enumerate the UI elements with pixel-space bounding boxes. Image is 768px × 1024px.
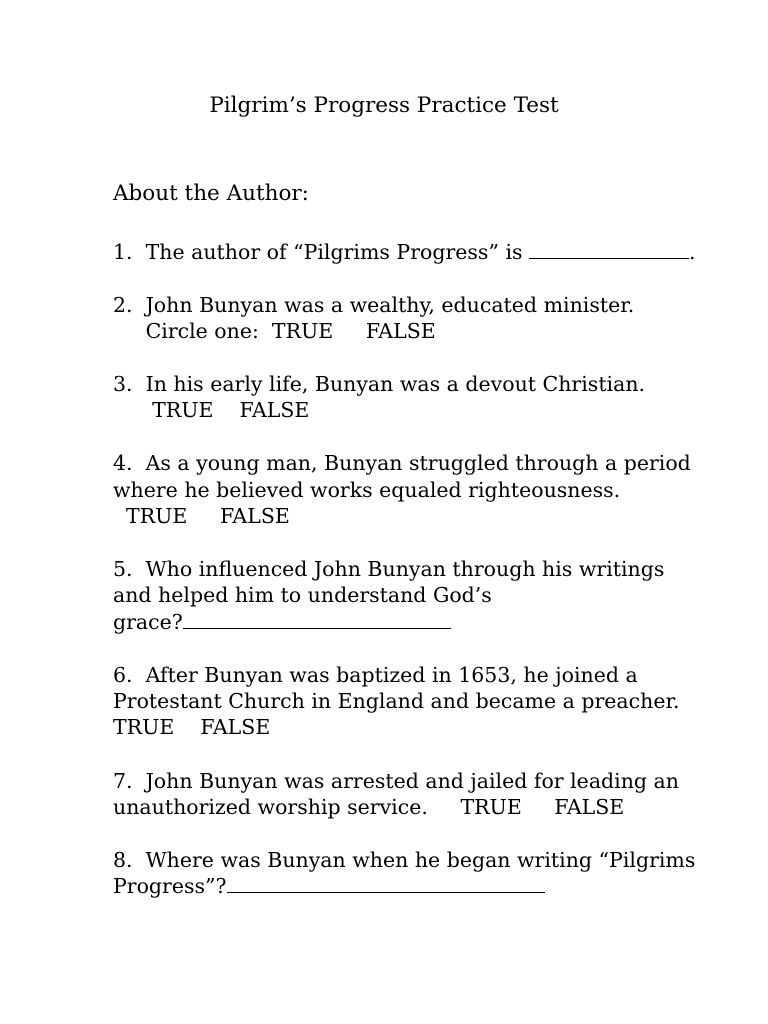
question-5-prompt: grace?	[113, 610, 183, 634]
question-2-line-1: 2. John Bunyan was a wealthy, educated minister.	[113, 293, 635, 317]
question-4-choices: TRUE FALSE	[113, 504, 290, 528]
answer-blank-1[interactable]	[529, 240, 689, 259]
question-2-choices: Circle one: TRUE FALSE	[113, 319, 436, 343]
question-6-line-1: 6. After Bunyan was baptized in 1653, he joined a	[113, 663, 638, 687]
question-5-line-3	[113, 609, 451, 635]
question-4-line-2: where he believed works equaled righteousness.	[113, 478, 621, 502]
question-5-line-2: and helped him to understand God’s	[113, 583, 492, 607]
question-6-line-2: Protestant Church in England and became a preacher.	[113, 689, 680, 713]
answer-blank-5[interactable]	[183, 610, 451, 629]
question-4-line-1: 4. As a young man, Bunyan struggled through a period	[113, 451, 691, 475]
question-3-choices: TRUE FALSE	[113, 398, 310, 422]
question-1	[113, 239, 696, 265]
section-heading: About the Author:	[113, 181, 309, 206]
question-8-prompt: Progress”?	[113, 874, 227, 898]
question-6-choices: TRUE FALSE	[113, 715, 271, 739]
question-1-end: .	[689, 240, 696, 264]
question-7-line-2: unauthorized worship service. TRUE FALSE	[113, 795, 625, 819]
question-7-line-1: 7. John Bunyan was arrested and jailed for leading an	[113, 769, 679, 793]
question-1-text: 1. The author of “Pilgrims Progress” is	[113, 240, 530, 264]
question-8-line-2	[113, 873, 545, 899]
answer-blank-8[interactable]	[227, 874, 545, 893]
page-title: Pilgrim’s Progress Practice Test	[209, 93, 559, 118]
question-5-line-1: 5. Who influenced John Bunyan through his writings	[113, 557, 665, 581]
question-8-line-1: 8. Where was Bunyan when he began writing “Pilgrims	[113, 848, 696, 872]
question-3-line-1: 3. In his early life, Bunyan was a devout Christian.	[113, 372, 646, 396]
